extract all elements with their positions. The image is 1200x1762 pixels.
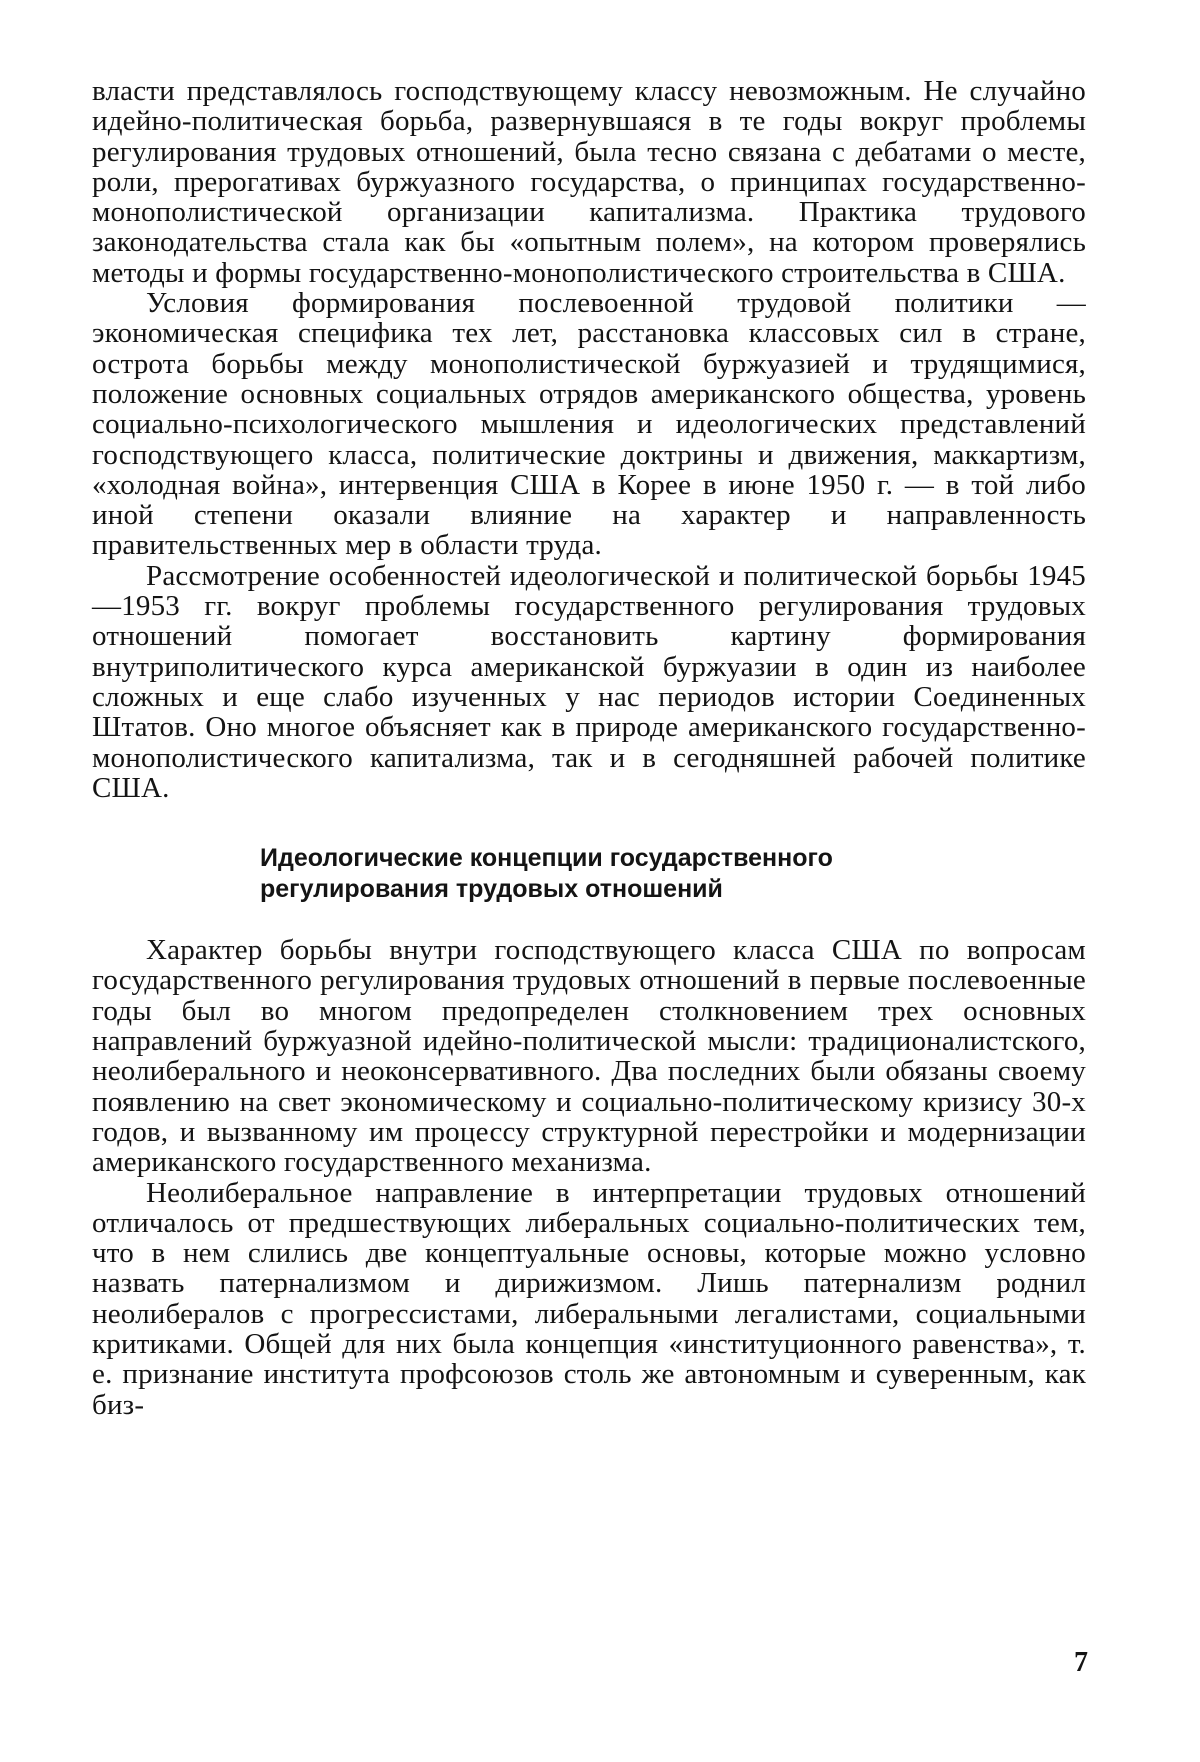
section-heading-line-2: регулирования трудовых отношений <box>260 875 723 904</box>
paragraph-1: власти представлялось господствующему классу невозможным. Не случайно идейно-политическая борьба, развернувшаяся в те годы вокруг проблемы регулирования трудовых отношений, была тесно связана с дебатами о месте, роли, прерогативах буржуазного государства, о принципах государственно-монополистической организации капитализма. Практика трудового законодательства стала как бы «опытным полем», на котором проверялись методы и формы государственно-монополистического строительства в США. <box>92 75 1086 289</box>
paragraph-2: Условия формирования послевоенной трудовой политики — экономическая специфика тех лет, расстановка классовых сил в стране, острота борьбы между монополистической буржуазией и трудящимися, положение основных социальных отрядов американского общества, уровень социально-психологического мышления и идеологических представлений господствующего класса, политические доктрины и движения, маккартизм, «холодная война», интервенция США в Корее в июне 1950 г. — в той либо иной степени оказали влияние на характер и направленность правительственных мер в области труда. <box>92 287 1086 562</box>
page-number: 7 <box>1074 1647 1088 1678</box>
paragraph-4: Характер борьбы внутри господствующего класса США по вопросам государственного регулирования трудовых отношений в первые послевоенные годы был во многом предопределен столкновением трех основных направлений буржуазной идейно-политической мысли: традиционалистского, неолиберального и неоконсервативного. Два последних были обязаны своему появлению на свет экономическому и социально-политическому кризису 30-х годов, и вызванному им процессу структурной перестройки и модернизации американского государственного механизма. <box>92 934 1086 1179</box>
paragraph-3: Рассмотрение особенностей идеологической и политической борьбы 1945—1953 гг. вокруг проблемы государственного регулирования трудовых отношений помогает восстановить картину формирования внутриполитического курса американской буржуазии в один из наиболее сложных и еще слабо изученных у нас периодов истории Соединенных Штатов. Оно многое объясняет как в природе американского государственно-монополистического капитализма, так и в сегодняшней рабочей политике США. <box>92 559 1086 804</box>
section-heading-line-1: Идеологические концепции государственного <box>260 844 833 873</box>
book-page <box>92 76 1086 1420</box>
paragraph-5: Неолиберальное направление в интерпретации трудовых отношений отличалось от предшествующих либеральных социально-политических тем, что в нем слились две концептуальные основы, которые можно условно назвать патернализмом и дирижизмом. Лишь патернализм роднил неолибералов с прогрессистами, либеральными легалистами, социальными критиками. Общей для них была концепция «институционного равенства», т. е. признание института профсоюзов столь же автономным и суверенным, как биз- <box>92 1176 1086 1421</box>
section-heading <box>92 843 1086 905</box>
